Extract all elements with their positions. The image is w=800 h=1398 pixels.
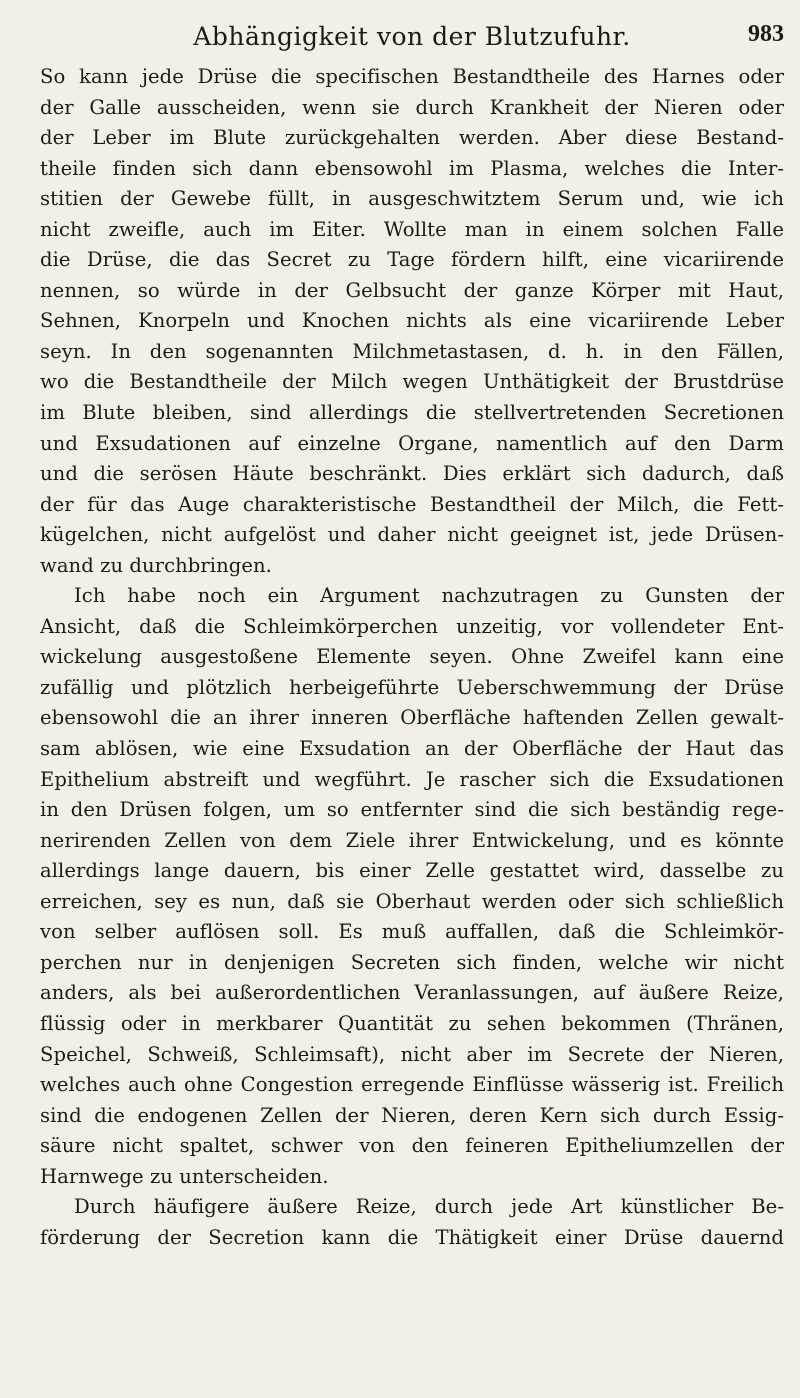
- body-text: [40, 62, 784, 1253]
- text-line: der Galle ausscheiden, wenn sie durch Krankheit der Nieren oder: [40, 95, 784, 119]
- text-line: stitien der Gewebe füllt, in ausgeschwitztem Serum und, wie ich: [40, 187, 784, 211]
- text-line: nicht zweifle, auch im Eiter. Wollte man in einem solchen Falle: [40, 217, 784, 241]
- text-line: sind die endogenen Zellen der Nieren, deren Kern sich durch Essig-: [40, 1103, 784, 1127]
- text-line: der für das Auge charakteristische Bestandtheil der Milch, die Fett-: [40, 492, 784, 516]
- text-line: welches auch ohne Congestion erregende Einflüsse wässerig ist. Freilich: [40, 1073, 784, 1097]
- text-line: So kann jede Drüse die specifischen Bestandtheile des Harnes oder: [40, 65, 784, 88]
- text-line: die Drüse, die das Secret zu Tage fördern hilft, eine vicariirende: [40, 248, 784, 272]
- text-line: Harnwege zu unterscheiden.: [40, 1164, 329, 1188]
- text-line: seyn. In den sogenannten Milchmetastasen, d. h. in den Fällen,: [40, 339, 784, 363]
- text-line: Ansicht, daß die Schleimkörperchen unzeitig, vor vollendeter Ent-: [40, 614, 784, 638]
- text-line: erreichen, sey es nun, daß sie Oberhaut werden oder sich schließlich: [40, 889, 784, 913]
- text-line: Ich habe noch ein Argument nachzutragen zu Gunsten der: [74, 584, 784, 608]
- paragraph: [40, 1192, 784, 1253]
- text-line: förderung der Secretion kann die Thätigkeit einer Drüse dauernd: [40, 1225, 784, 1249]
- text-line: allerdings lange dauern, bis einer Zelle gestattet wird, dasselbe zu: [40, 859, 784, 883]
- text-line: im Blute bleiben, sind allerdings die stellvertretenden Secretionen: [40, 401, 784, 425]
- page-number: 983: [748, 21, 784, 47]
- text-line: Durch häufigere äußere Reize, durch jede Art künstlicher Be-: [74, 1195, 784, 1219]
- text-line: wickelung ausgestoßene Elemente seyen. Ohne Zweifel kann eine: [40, 645, 784, 669]
- text-line: Sehnen, Knorpeln und Knochen nichts als eine vicariirende Leber: [40, 309, 784, 333]
- text-line: nennen, so würde in der Gelbsucht der ganze Körper mit Haut,: [40, 278, 784, 302]
- text-line: kügelchen, nicht aufgelöst und daher nicht geeignet ist, jede Drüsen-: [40, 523, 784, 547]
- running-title: Abhängigkeit von der Blutzufuhr.: [193, 22, 631, 51]
- text-line: theile finden sich dann ebensowohl im Plasma, welches die Inter-: [40, 156, 784, 180]
- text-line: sam ablösen, wie eine Exsudation an der Oberfläche der Haut das: [40, 737, 784, 761]
- text-line: anders, als bei außerordentlichen Veranlassungen, auf äußere Reize,: [40, 981, 784, 1005]
- text-line: wo die Bestandtheile der Milch wegen Unthätigkeit der Brustdrüse: [40, 370, 784, 394]
- text-line: wand zu durchbringen.: [40, 553, 272, 577]
- page-header: [40, 14, 784, 58]
- text-line: in den Drüsen folgen, um so entfernter sind die sich beständig rege-: [40, 798, 784, 822]
- text-line: Speichel, Schweiß, Schleimsaft), nicht aber im Secrete der Nieren,: [40, 1042, 784, 1066]
- text-line: und die serösen Häute beschränkt. Dies erklärt sich dadurch, daß: [40, 462, 784, 486]
- text-line: nerirenden Zellen von dem Ziele ihrer Entwickelung, und es könnte: [40, 828, 784, 852]
- text-line: zufällig und plötzlich herbeigeführte Ueberschwemmung der Drüse: [40, 675, 784, 699]
- text-line: Epithelium abstreift und wegführt. Je rascher sich die Exsudationen: [40, 767, 784, 791]
- text-line: perchen nur in denjenigen Secreten sich finden, welche wir nicht: [40, 950, 784, 974]
- text-line: ebensowohl die an ihrer inneren Oberfläche haftenden Zellen gewalt-: [40, 706, 784, 730]
- text-line: säure nicht spaltet, schwer von den feineren Epitheliumzellen der: [40, 1134, 784, 1158]
- text-line: flüssig oder in merkbarer Quantität zu sehen bekommen (Thränen,: [40, 1011, 784, 1035]
- paragraph: [40, 581, 784, 1192]
- text-line: der Leber im Blute zurückgehalten werden. Aber diese Bestand-: [40, 126, 784, 150]
- text-line: und Exsudationen auf einzelne Organe, namentlich auf den Darm: [40, 431, 784, 455]
- paragraph: [40, 62, 784, 581]
- text-line: von selber auflösen soll. Es muß auffallen, daß die Schleimkör-: [40, 920, 784, 944]
